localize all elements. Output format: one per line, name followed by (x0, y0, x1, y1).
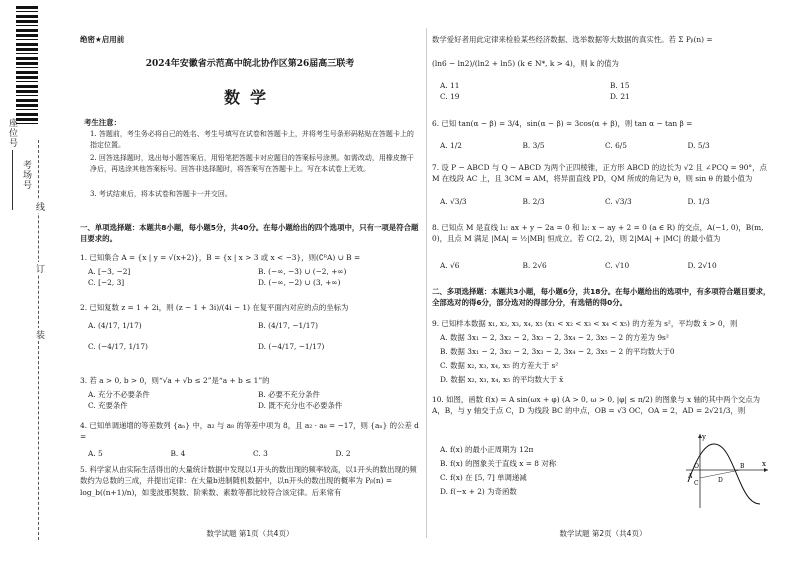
exam-room-label: 考场号 (21, 160, 31, 190)
binding-margin (0, 0, 72, 561)
option[interactable]: C. 6/5 (605, 141, 627, 150)
question-3-options (88, 389, 418, 412)
option[interactable]: A. 1/2 (440, 141, 462, 150)
function-graph (682, 430, 770, 510)
notice-heading: 考生注意： (84, 118, 121, 127)
question-3: 3. 若 a > 0, b > 0，则“√a + √b ≤ 2”是“a + b ≤ 1”的 (80, 376, 270, 385)
graph-label-y: y (702, 433, 706, 441)
option[interactable]: D. (−4/17, −1/17) (258, 342, 325, 352)
binding-mark-line: 线 (34, 202, 44, 211)
question-1-options (88, 266, 418, 289)
question-1: 1. 已知集合 A = {x | y = √(x+2)}，B = {x | x > 3 或 x < −3}，则(∁ᴿA) ∪ B = (80, 253, 361, 262)
question-2-options (88, 320, 418, 353)
option[interactable]: D. 5/3 (687, 141, 710, 150)
secret-mark: 绝密★启用前 (80, 35, 125, 44)
option[interactable]: C. 充要条件 (88, 401, 128, 411)
graph-label-c: C (694, 480, 699, 487)
option[interactable]: B. 2/3 (522, 197, 545, 206)
binding-mark-order: 订 (34, 264, 44, 273)
option[interactable]: C. [−2, 3] (88, 278, 125, 288)
option[interactable]: A. 11 (440, 81, 460, 90)
question-10: 10. 如图，函数 f(x) = A sin(ωx + φ) (A > 0, ω > 0, |φ| ≤ π/2) 的图象与 x 轴的其中两个交点为 A，B，与 y 轴交于点 C，D 为线段 BC 的中点，OB = √3 OC，OA = 2，AD = 2√21/3，则 (432, 395, 761, 416)
option[interactable]: C. (−4/17, 1/17) (88, 342, 148, 352)
page-footer: 数学试题 第2页（共4页） (559, 529, 647, 538)
barcode-icon (16, 6, 38, 126)
binding-mark-bind: 装 (34, 330, 44, 339)
option[interactable]: D. f(−x + 2) 为奇函数 (440, 487, 517, 496)
exam-title: 2024年安徽省示范高中皖北协作区第26届高三联考 (145, 59, 355, 69)
question-5: 5. 科学家从由实际生活得出的大量统计数据中发现以1开头的数出现的频率较高，以1开头的数出现的频数约为总数的三成，并提出定律：在大量b进制随机数据中，以n开头的数出现的概率为 Pᵦ(n) = log_b((n+1)/n)，如斐波那契数、阶乘数、素数等都比较符合该定律。后来常有 (80, 465, 417, 497)
option[interactable]: C. 19 (440, 92, 460, 102)
option[interactable]: B. f(x) 的图象关于直线 x = 8 对称 (440, 459, 557, 468)
graph-label-x: x (762, 460, 766, 468)
seat-number-line (12, 150, 13, 210)
question-9: 9. 已知样本数据 x₁, x₂, x₃, x₄, x₅ (x₁ < x₂ < x₃ < x₄ < x₅) 的方差为 s²，平均数 x̄ > 0，则 (432, 319, 738, 328)
page-footer: 数学试题 第1页（共4页） (206, 529, 294, 538)
option[interactable]: D. 21 (610, 92, 630, 102)
graph-label-o: O (694, 463, 699, 470)
question-2: 2. 已知复数 z = 1 + 2i，则 (z − 1 + 3i)/(4i − 1) 在复平面内对应的点的坐标为 (80, 303, 349, 312)
option[interactable]: C. 3 (253, 449, 268, 458)
section-heading: 一、单项选择题：本题共8小题，每小题5分，共40分。在每小题给出的四个选项中，只有一项是符合题目要求的。 (80, 223, 419, 244)
option[interactable]: D. 2 (335, 449, 351, 458)
option[interactable]: B. 15 (610, 81, 630, 90)
option[interactable]: D. 2√10 (687, 261, 717, 270)
question-5-options (440, 80, 770, 103)
option[interactable]: D. 数据 x₂, x₃, x₄, x₅ 的平均数大于 x̄ (440, 375, 564, 384)
question-7: 7. 设 P − ABCD 与 Q − ABCD 为两个正四棱锥，正方形 ABCD 的边长为 √2 且 ∠PCQ = 90°，点 M 在线段 AC 上，且 3CM = AM，将异面直线 PD，QM 所成的角记为 θ，则 sin θ 的最小值为 (432, 163, 767, 184)
option[interactable]: B. 4 (170, 449, 186, 458)
option[interactable]: D. 既不充分也不必要条件 (258, 401, 343, 411)
option[interactable]: B. (4/17, −1/17) (258, 321, 318, 330)
option[interactable]: A. [−3, −2] (88, 267, 131, 276)
option[interactable]: C. 数据 x₂, x₃, x₄, x₅ 的方差大于 s² (440, 361, 559, 370)
option[interactable]: B. (−∞, −3) ∪ (−2, +∞) (258, 267, 347, 276)
option[interactable]: C. f(x) 在 [5, 7] 单调递减 (440, 473, 527, 482)
question-7-options (440, 196, 770, 207)
option[interactable]: D. 1/3 (687, 197, 710, 206)
option[interactable]: A. f(x) 的最小正周期为 12π (440, 445, 534, 454)
notice-item: 1. 答题前，考生务必将自己的姓名、考生号填写在试卷和答题卡上，并将考生号条形码粘贴在答题卡上的指定位置。 (90, 130, 414, 150)
option[interactable]: C. √3/3 (605, 197, 632, 206)
question-4-options (88, 448, 418, 459)
graph-label-a: A (688, 473, 693, 480)
question-5-continued: (ln6 − ln2)/(ln2 + ln5) (k ∈ N*, k > 4)，则 k 的值为 (432, 59, 619, 68)
option[interactable]: A. √3/3 (440, 197, 467, 206)
subject-title: 数学 (223, 88, 276, 107)
page-2 (432, 0, 774, 561)
option[interactable]: B. 必要不充分条件 (258, 390, 320, 399)
option[interactable]: D. (−∞, −2) ∪ (3, +∞) (258, 278, 341, 288)
question-4: 4. 已知单调递增的等差数列 {aₙ} 中，a₂ 与 a₈ 的等差中项为 8，且 a₂ · a₈ = −17，则 {aₙ} 的公差 d = (80, 421, 419, 442)
option[interactable]: C. √10 (605, 261, 630, 270)
page-1 (80, 0, 420, 561)
seat-number-label: 座位号 (7, 118, 17, 148)
question-8: 8. 已知点 M 是直线 l₁: ax + y − 2a = 0 和 l₂: x − ay + 2 = 0 (a ∈ R) 的交点，A(−1, 0)，B(m, 0)，且点 M 满足 |MA| = ½|MB| 恒成立。若 C(2, 2)，则 2|MA| + |MC| 的最小值为 (432, 223, 764, 244)
option[interactable]: A. 数据 3x₁ − 2, 3x₂ − 2, 3x₃ − 2, 3x₄ − 2, 3x₅ − 2 的方差为 9s² (440, 333, 669, 342)
option[interactable]: B. 数据 3x₁ − 2, 3x₂ − 2, 3x₃ − 2, 3x₄ − 2, 3x₅ − 2 的平均数大于0 (440, 347, 675, 356)
option[interactable]: A. 5 (88, 449, 103, 458)
question-5-continued: 数学爱好者用此定律来检验某些经济数据、选举数据等大数据的真实性。若 Σ Pᵦ(n) = (432, 35, 713, 44)
option[interactable]: A. √6 (440, 261, 460, 270)
option[interactable]: B. 2√6 (522, 261, 547, 270)
notice-item: 3. 考试结束后，将本试卷和答题卡一并交回。 (90, 190, 232, 198)
notice-item: 2. 回答选择题时，选出每小题答案后，用铅笔把答题卡对应题目的答案标号涂黑。如需改动，用橡皮擦干净后，再选涂其他答案标号。回答非选择题时，将答案写在答题卡上。写在本试卷上无效。 (90, 154, 414, 174)
question-6-options (440, 140, 770, 151)
question-8-options (440, 260, 770, 271)
option[interactable]: A. 充分不必要条件 (88, 390, 150, 399)
option[interactable]: B. 3/5 (522, 141, 545, 150)
section-heading: 二、多项选择题：本题共3小题，每小题6分，共18分。在每小题给出的选项中，有多项符合题目要求，全部选对的得6分，部分选对的得部分分，有选错的得0分。 (432, 287, 771, 308)
page-divider (426, 28, 427, 538)
option[interactable]: A. (4/17, 1/17) (88, 321, 142, 330)
graph-label-b: B (740, 463, 745, 470)
question-6: 6. 已知 tan(α − β) = 3/4，sin(α − β) = 3cos(α + β)，则 tan α − tan β = (432, 119, 693, 128)
graph-label-d: D (718, 477, 723, 484)
